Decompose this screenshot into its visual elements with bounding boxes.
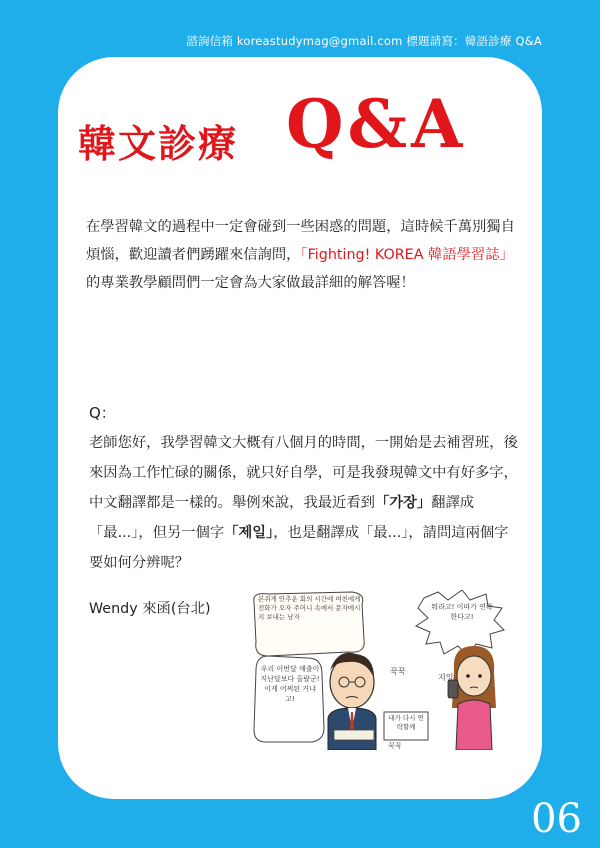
intro-text-1: 在學習韓文的過程中一定會碰到一些困惑的問題，這時候千萬別獨自煩惱，歡迎讀者們踴躍來信詢問， [86, 219, 515, 263]
caption-bubble-text: 본쥐게 안추운 회의 시간에 여친에게 전화가 오자 주머니 속에서 문자메시지 보내는 남자 [258, 595, 361, 621]
question-text-2: 翻譯成「最...」，但另一個字 [89, 495, 475, 541]
intro-paragraph [86, 213, 516, 297]
question-label: Q： [89, 404, 116, 422]
magazine-name: 「Fighting! KOREA 韓語學習誌」 [300, 247, 514, 263]
sound-effect-2: 꾹꾹 [388, 742, 402, 750]
korean-term-gajang: 「가장」 [374, 495, 432, 511]
korean-term-jeil: 「제일」 [224, 525, 274, 541]
contact-note: 諮詢信箱 koreastudymag@gmail.com 標題請寫：韓語診療 Q&A [186, 34, 542, 48]
left-speech-bubble [254, 656, 324, 742]
question-body [89, 428, 519, 578]
right-bubble-text: 뭐라고! 이따가 연락한다고! [431, 603, 493, 621]
caption-bubble [254, 592, 364, 656]
title-chinese: 韓文診療 [78, 121, 239, 166]
man-character [328, 653, 376, 750]
phone-message-bubble [384, 712, 428, 740]
title-qa: Q&A [286, 85, 467, 163]
letter-signature: Wendy 來函(台北) [89, 601, 211, 617]
woman-character [448, 646, 496, 750]
question-text-3: ，也是翻譯成「最...」，請問這兩個字要如何分辨呢？ [89, 525, 509, 571]
comic-illustration [248, 590, 512, 750]
right-speech-bubble [416, 590, 504, 656]
phone-message-text: 내가 다시 연락할께 [388, 714, 424, 731]
left-bubble-text: 우리 이번달 매출이 지난달보다 올랐군! 이게 어찌된 거냐고! [260, 665, 320, 703]
sound-effect-3: 지잉 [438, 673, 454, 682]
question-text-1: 老師您好，我學習韓文大概有八個月的時間，一開始是去補習班，後來因為工作忙碌的關係，就只好自學，可是我發現韓文中有好多字，中文翻譯都是一樣的。舉例來說，我最近看到 [89, 435, 518, 511]
page-number: 06 [531, 796, 582, 842]
intro-text-2: 的專業教學顧問們一定會為大家做最詳細的解答喔！ [86, 275, 415, 291]
sound-effect-1: 꾹꾹 [390, 667, 406, 676]
